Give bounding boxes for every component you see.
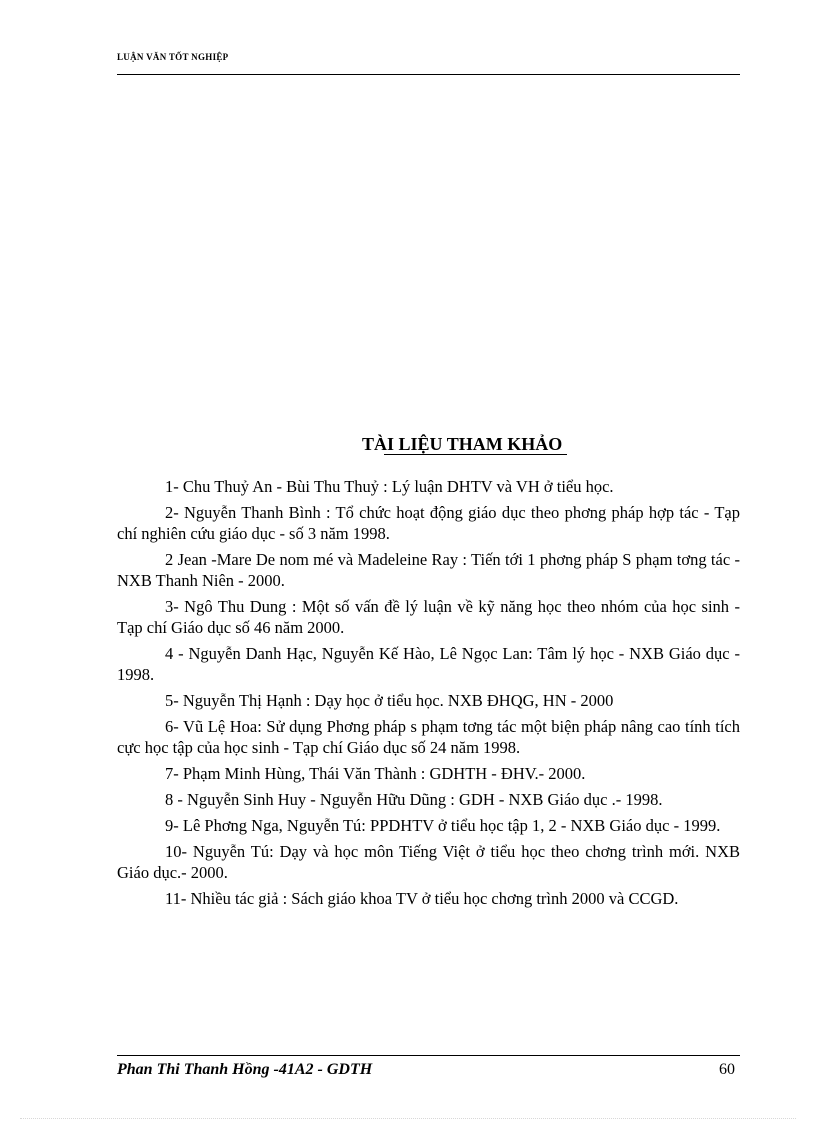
reference-item: 6- Vũ Lệ Hoa: Sử dụng Phơng pháp s phạm tơng tác một biện pháp nâng cao tính tích cực học tập của học sinh - Tạp chí Giáo dục số 24 năm 1998. <box>117 717 740 757</box>
title-underline <box>384 454 567 455</box>
reference-item: 5- Nguyễn Thị Hạnh : Dạy học ở tiểu học. NXB ĐHQG, HN - 2000 <box>165 691 614 710</box>
reference-list <box>117 476 740 914</box>
page-number: 60 <box>719 1061 735 1078</box>
reference-item: 9- Lê Phơng Nga, Nguyễn Tú: PPDHTV ở tiểu học tập 1, 2 - NXB Giáo dục - 1999. <box>165 816 721 835</box>
running-header: LUẬN VĂN TỐT NGHIỆP <box>117 52 229 62</box>
reference-item: 2 Jean -Mare De nom mé và Madeleine Ray : Tiến tới 1 phơng pháp S phạm tơng tác - NXB Thanh Niên - 2000. <box>117 550 740 590</box>
reference-item: 1- Chu Thuỷ An - Bùi Thu Thuỷ : Lý luận DHTV và VH ở tiểu học. <box>165 477 614 496</box>
page-edge-divider <box>20 1118 796 1119</box>
reference-item: 10- Nguyễn Tú: Dạy và học môn Tiếng Việt ở tiểu học theo chơng trình mới. NXB Giáo dục.- 2000. <box>117 842 740 882</box>
header-rule <box>117 74 740 75</box>
page-title: TÀI LIỆU THAM KHẢO <box>362 434 563 454</box>
reference-item: 3- Ngô Thu Dung : Một số vấn đề lý luận về kỹ năng học theo nhóm của học sinh - Tạp chí Giáo dục số 46 năm 2000. <box>117 597 740 637</box>
reference-item: 7- Phạm Minh Hùng, Thái Văn Thành : GDHTH - ĐHV.- 2000. <box>165 764 586 783</box>
reference-item: 4 - Nguyễn Danh Hạc, Nguyễn Kế Hào, Lê Ngọc Lan: Tâm lý học - NXB Giáo dục - 1998. <box>117 644 740 684</box>
reference-item: 2- Nguyễn Thanh Bình : Tổ chức hoạt động giáo dục theo phơng pháp hợp tác - Tạp chí nghiên cứu giáo dục - số 3 năm 1998. <box>117 503 740 543</box>
footer-author: Phan Thi Thanh Hồng -41A2 - GDTH <box>117 1061 373 1078</box>
footer-rule <box>117 1055 740 1056</box>
reference-item: 8 - Nguyễn Sinh Huy - Nguyễn Hữu Dũng : GDH - NXB Giáo dục .- 1998. <box>165 790 663 809</box>
reference-item: 11- Nhiều tác giả : Sách giáo khoa TV ở tiểu học chơng trình 2000 và CCGD. <box>165 889 679 908</box>
